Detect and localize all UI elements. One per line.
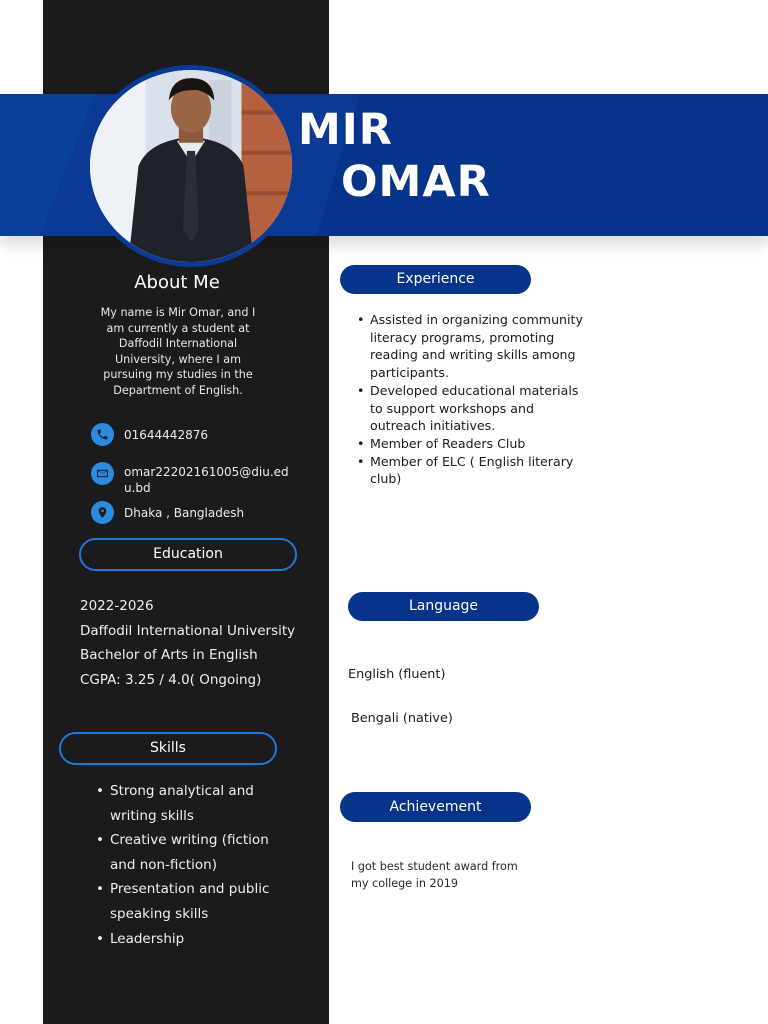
- about-text: My name is Mir Omar, and I am currently a student at Daffodil International University, where I am pursuing my studies in the Department of English.: [100, 306, 256, 397]
- skill-item: • Creative writing (fiction and non-fiction): [96, 828, 271, 877]
- experience-item: • Member of Readers Club: [356, 435, 588, 453]
- phone-icon: [91, 423, 114, 446]
- achievement-text: I got best student award from my college in 2019: [351, 860, 518, 890]
- contact-email: [91, 462, 294, 496]
- skill-item: • Strong analytical and writing skills: [96, 779, 271, 828]
- experience-item: • Assisted in organizing community literacy programs, promoting reading and writing skills among participants.: [356, 311, 588, 382]
- language-english: English (fluent): [348, 667, 446, 682]
- education-degree: Bachelor of Arts in English: [80, 647, 258, 664]
- skill-item: • Presentation and public speaking skills: [96, 877, 271, 926]
- email-address[interactable]: omar22202161005@diu.edu.bd: [124, 465, 289, 495]
- language-heading: Language: [348, 592, 539, 621]
- location-text: Dhaka , Bangladesh: [124, 506, 245, 520]
- contact-phone: [91, 423, 296, 446]
- education-years: 2022-2026: [80, 598, 154, 614]
- education-cgpa: CGPA: 3.25 / 4.0( Ongoing): [80, 671, 262, 688]
- email-icon: [91, 462, 114, 485]
- experience-item: • Developed educational materials to support workshops and outreach initiatives.: [356, 382, 588, 435]
- education-heading: Education: [79, 538, 297, 571]
- profile-photo-image: [90, 70, 292, 262]
- contact-location: [91, 501, 296, 524]
- skills-list: [96, 779, 271, 951]
- name-first: MIR: [298, 105, 393, 155]
- achievement-heading: Achievement: [340, 792, 531, 822]
- experience-heading: Experience: [340, 265, 531, 294]
- profile-photo: [85, 65, 297, 267]
- education-institution: Daffodil International University: [80, 622, 296, 639]
- skill-item: • Leadership: [96, 927, 271, 952]
- experience-item: • Member of ELC ( English literary club): [356, 453, 588, 488]
- skills-heading: Skills: [59, 732, 277, 765]
- education-details: [80, 594, 295, 692]
- location-icon: [91, 501, 114, 524]
- name-last: OMAR: [341, 157, 491, 207]
- phone-number: 01644442876: [124, 428, 208, 442]
- about-title: About Me: [134, 272, 220, 293]
- language-bengali: Bengali (native): [351, 711, 453, 726]
- experience-list: [356, 311, 588, 488]
